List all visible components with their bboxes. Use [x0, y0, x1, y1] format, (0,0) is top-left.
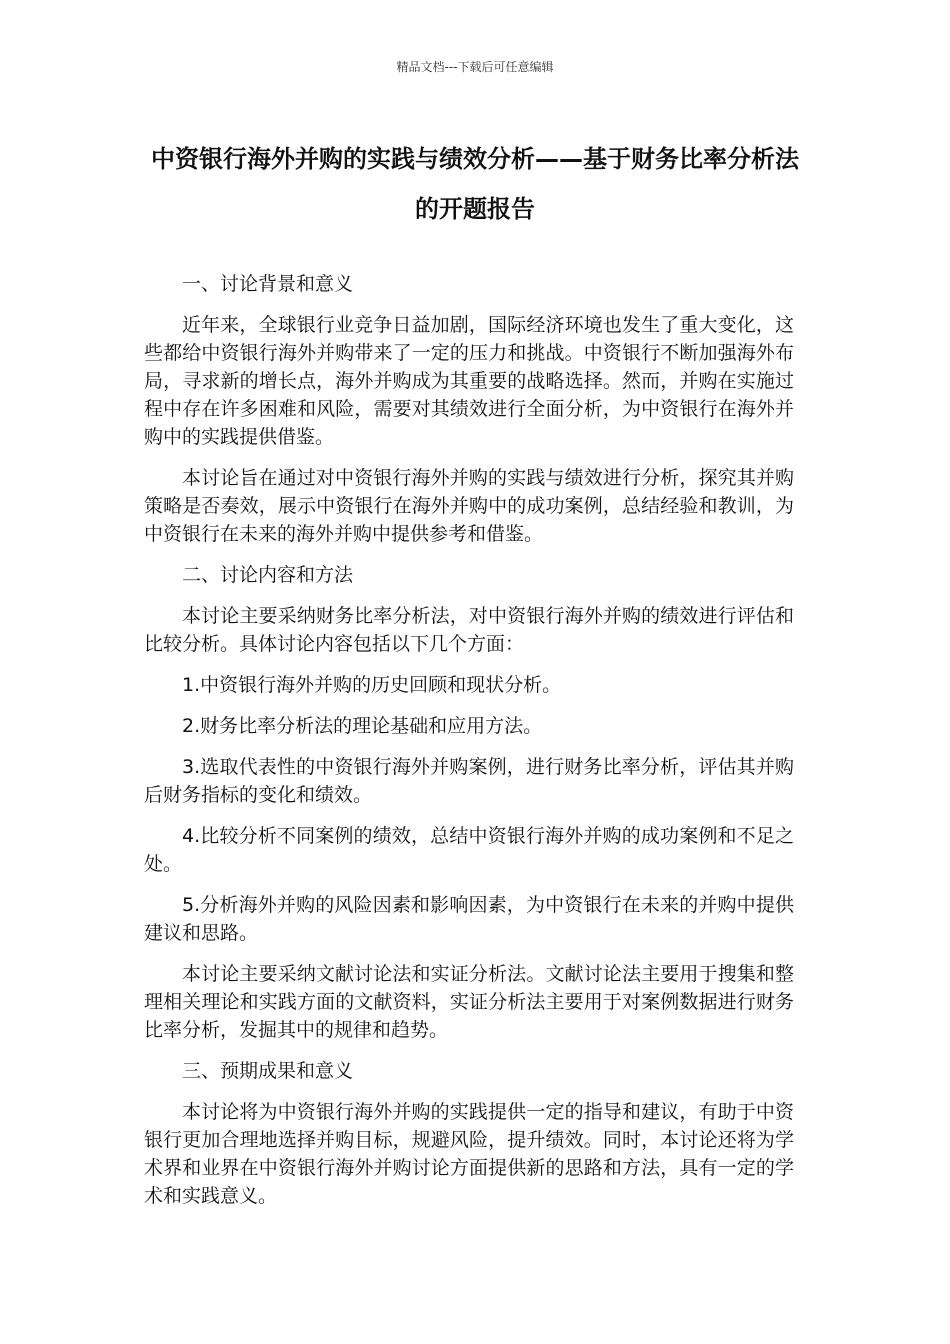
- list-item: 4.比较分析不同案例的绩效，总结中资银行海外并购的成功案例和不足之处。: [144, 825, 794, 875]
- paragraph-purpose: 本讨论旨在通过对中资银行海外并购的实践与绩效进行分析，探究其并购策略是否奏效，展示中资银行在海外并购中的成功案例，总结经验和教训，为中资银行在未来的海外并购中提供参考和借鉴。: [144, 467, 794, 545]
- list-item: 5.分析海外并购的风险因素和影响因素，为中资银行在未来的并购中提供建议和思路。: [144, 894, 794, 944]
- paragraph-background: 近年来，全球银行业竞争日益加剧，国际经济环境也发生了重大变化，这些都给中资银行海外并购带来了一定的压力和挑战。中资银行不断加强海外布局，寻求新的增长点，海外并购成为其重要的战略选择。然而，并购在实施过程中存在许多困难和风险，需要对其绩效进行全面分析，为中资银行在海外并购中的实践提供借鉴。: [144, 314, 794, 448]
- list-item: 1.中资银行海外并购的历史回顾和现状分析。: [182, 674, 562, 696]
- document-title: 中资银行海外并购的实践与绩效分析——基于财务比率分析法的开题报告: [151, 145, 799, 223]
- list-item: 3.选取代表性的中资银行海外并购案例，进行财务比率分析，评估其并购后财务指标的变化和绩效。: [144, 756, 794, 806]
- document-body: [144, 270, 794, 1223]
- paragraph-expected-results: 本讨论将为中资银行海外并购的实践提供一定的指导和建议，有助于中资银行更加合理地选择并购目标，规避风险，提升绩效。同时，本讨论还将为学术界和业界在中资银行海外并购讨论方面提供新的思路和方法，具有一定的学术和实践意义。: [144, 1101, 794, 1207]
- section-heading-expected-results: 三、预期成果和意义: [182, 1060, 354, 1082]
- header-note: 精品文档---下载后可任意编辑: [396, 60, 554, 74]
- list-item: 2.财务比率分析法的理论基础和应用方法。: [182, 715, 543, 737]
- paragraph-content-intro: 本讨论主要采纳财务比率分析法，对中资银行海外并购的绩效进行评估和比较分析。具体讨论内容包括以下几个方面：: [144, 605, 794, 655]
- section-heading-background: 一、讨论背景和意义: [182, 273, 354, 295]
- paragraph-methods: 本讨论主要采纳文献讨论法和实证分析法。文献讨论法主要用于搜集和整理相关理论和实践方面的文献资料，实证分析法主要用于对案例数据进行财务比率分析，发掘其中的规律和趋势。: [144, 963, 794, 1041]
- section-heading-content-methods: 二、讨论内容和方法: [182, 564, 354, 586]
